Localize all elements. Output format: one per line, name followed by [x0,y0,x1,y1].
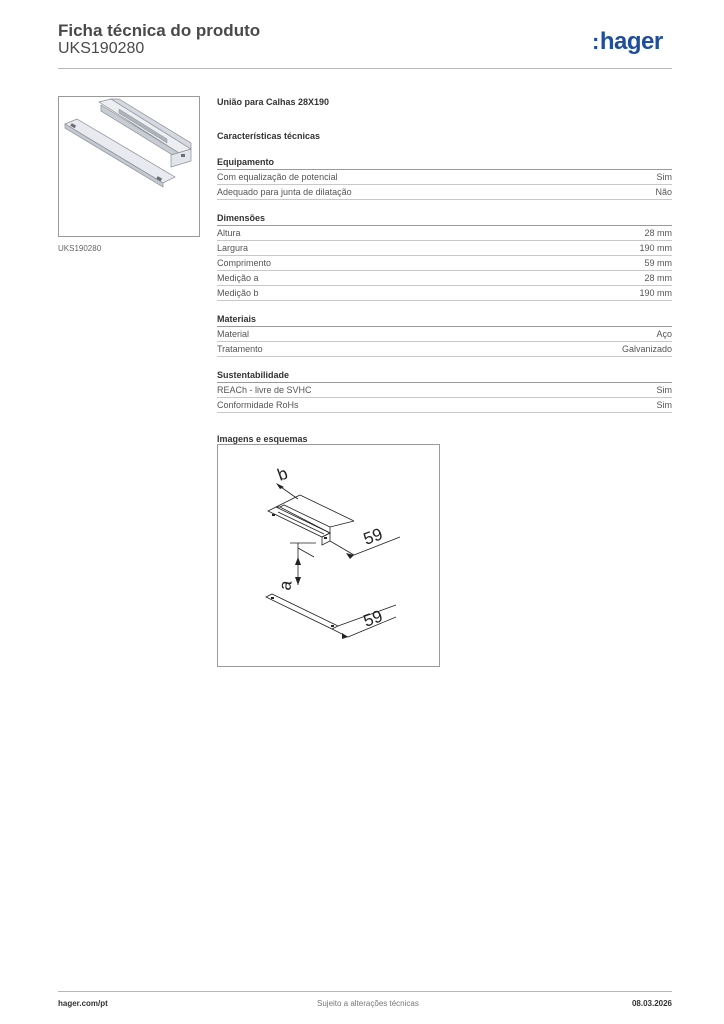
section-title: Sustentabilidade [217,369,672,383]
section-sustentabilidade [217,369,672,413]
header-divider [58,68,672,69]
spec-row: Medição a 28 mm [217,271,672,286]
spec-row: Medição b 190 mm [217,286,672,301]
spec-row: Largura 190 mm [217,241,672,256]
dimension-diagram [217,444,440,667]
footer-notice: Sujeito a alterações técnicas [317,999,419,1008]
dimension-label-b: b [274,463,291,485]
footer-divider [58,991,672,992]
page-title: Ficha técnica do produto [58,21,261,40]
product-photo [58,96,200,237]
tech-title: Características técnicas [217,131,321,141]
spec-row: REACh - livre de SVHC Sim [217,383,672,398]
images-title: Imagens e esquemas [217,434,308,444]
spec-row: Tratamento Galvanizado [217,342,672,357]
footer-date: 08.03.2026 [631,999,672,1008]
section-title: Materiais [217,313,672,327]
spec-panel [217,96,672,447]
spec-row: Adequado para junta de dilatação Não [217,185,672,200]
spec-row: Altura 28 mm [217,226,672,241]
product-code: UKS190280 [58,40,145,57]
section-materiais [217,313,672,357]
section-equipamento [217,156,672,200]
photo-caption: UKS190280 [58,244,102,253]
section-title: Dimensões [217,212,672,226]
hager-logo: :hager [592,28,663,55]
section-dimensoes [217,212,672,301]
product-name: União para Calhas 28X190 [217,97,330,107]
spec-row: Material Aço [217,327,672,342]
dimension-label-a: a [275,579,296,592]
spec-row: Conformidade RoHs Sim [217,398,672,413]
logo-text: hager [599,28,663,55]
spec-row: Com equalização de potencial Sim [217,170,672,185]
dimension-label-59-bottom: 59 [360,606,386,631]
section-title: Equipamento [217,156,672,170]
spec-row: Comprimento 59 mm [217,256,672,271]
dimension-label-59-top: 59 [360,524,386,549]
footer-website: hager.com/pt [58,999,108,1008]
